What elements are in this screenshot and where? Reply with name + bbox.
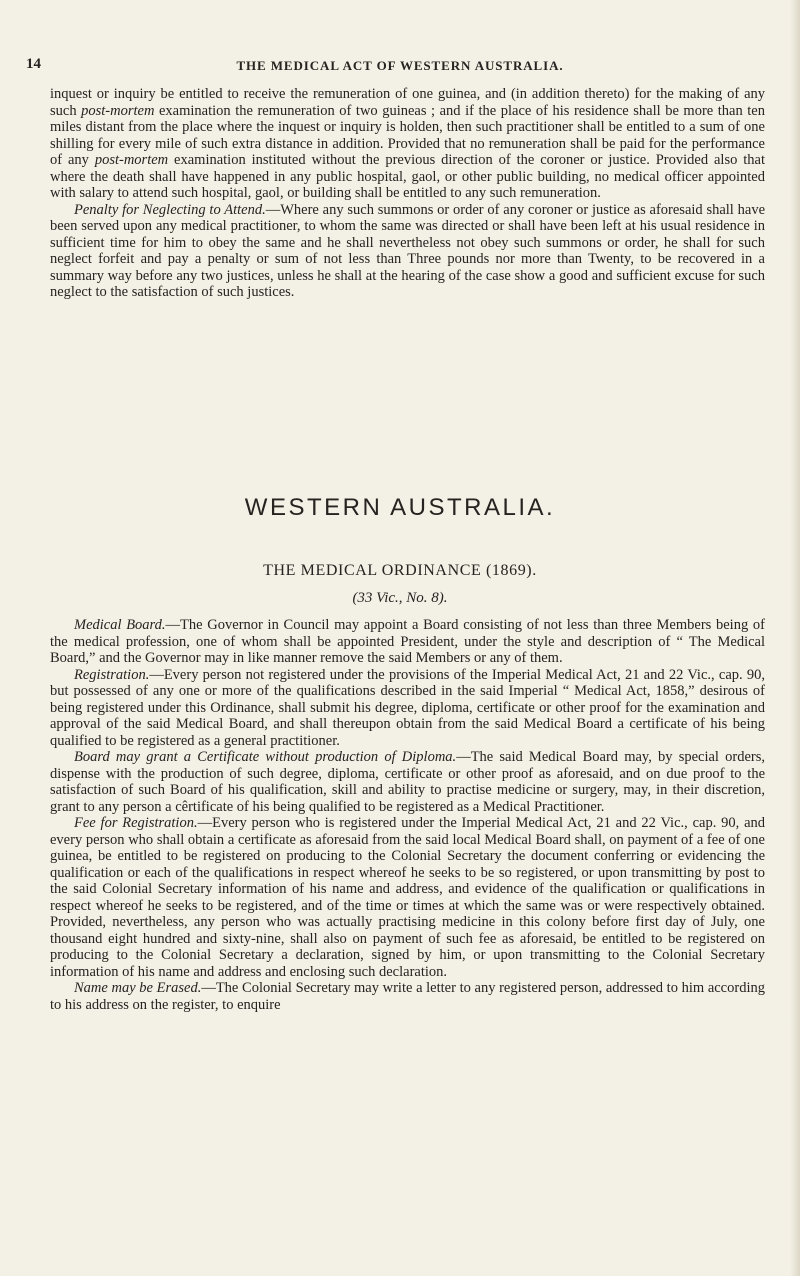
erased-heading: Name may be Erased. [74,980,202,996]
registration-heading: Registration. [74,666,150,683]
ordinance-reference: (33 Vic., No. 8). [352,590,448,606]
fee-heading: Fee for Registration. [74,815,198,831]
page-edge-shadow [790,0,800,1276]
continuation-text [50,86,765,301]
fee-paragraph: Fee for Registration.—Every person who is registered under the Imperial Medical Act, 21 and 22 Vic., cap. 90, and every person who shall obtain a certificate as aforesaid from the said local Medical Board shall, on payment of a fee of one guinea, be entitled to be registered on producing to the Colonial Secretary the document conferring or evidencing the qualification or each of the qualifications in respect whereof he seeks to be so registered, or upon transmitting by post to the said Colonial Secretary information of his name and address, and evidence of the qualification or qualifications in respect whereof he seeks to be registered, and of the time or times at which the same was or were respectively obtained. Provided, nevertheless, any person who was actually practising medicine in this colony before first day of July, one thousand eight hundred and sixty-nine, shall also on payment of such fee as aforesaid, be entitled to be registered on producing to the Colonial Secretary a declaration, signed by him, or upon transmitting to the Colonial Secretary information of his name and address and enclosing such declaration. [50,815,766,980]
page-number: 14 [26,56,41,72]
penalty-heading: Penalty for Neglecting to Attend. [74,201,266,218]
penalty-paragraph: Penalty for Neglecting to Attend.—Where any such summons or order of any coroner or justice as aforesaid shall have been served upon any medical practitioner, to whom the same was directed or shall have been left at his usual residence in sufficient time for him to obey the same and he shall nevertheless not obey such summons or order, he shall for such neglect forfeit and pay a penalty or sum of not less than Three pounds nor more than Twenty, to be recovered in a summary way before any two justices, unless he shall at the hearing of the case show a good and sufficient excuse for such neglect to the satisfaction of such justices. [50,201,766,300]
ordinance-text [50,617,765,1013]
remuneration-paragraph: inquest or inquiry be entitled to receive the remuneration of one guinea, and (in addition thereto) for the making of any such post-mortem examination the remuneration of two guineas ; and if the place of his residence shall be more than ten miles distant from the place where the inquest or inquiry is holden, then such practitioner shall be entitled to a sum of one shilling for every mile of such extra distance in addition. Provided that no remuneration shall be paid for the performance of any post-mortem examination instituted without the previous direction of the coroner or justice. Provided also that where the death shall have happened in any public hospital, gaol, or other public building, no medical officer appointed with salary to attend such hospital, gaol, or building shall be entitled to any such remuneration. [50,86,765,201]
running-head: THE MEDICAL ACT OF WESTERN AUSTRALIA. [236,58,564,73]
erased-paragraph: Name may be Erased.—The Colonial Secretary may write a letter to any registered person, addressed to him according to his address on the register, to enquire [50,980,765,1013]
registration-paragraph: Registration.—Every person not registered under the provisions of the Imperial Medical Act, 21 and 22 Vic., cap. 90, but possessed of any one or more of the qualifications described in the said Imperial “ Medical Act, 1858,” desirous of being registered under this Ordinance, shall submit his degree, diploma, certificate or other proof for the examination and approval of the said Medical Board, and shall thereupon obtain from the said Medical Board a certificate of his being qualified to be registered as a general practitioner. [50,666,765,749]
certificate-heading: Board may grant a Certificate without production of Diploma. [74,749,457,765]
medical-board-paragraph: Medical Board.—The Governor in Council may appoint a Board consisting of not less than three Members being of the medical profession, one of whom shall be appointed President, under the style and description of “ The Medical Board,” and the Governor may in like manner remove the said Members or any of them. [50,617,765,666]
certificate-paragraph: Board may grant a Certificate without production of Diploma.—The said Medical Board may, by special orders, dispense with the production of such degree, diploma, certificate or other proof as aforesaid, and on due proof to the satisfaction of such Board of his qualification, skill and ability to practise medicine or surgery, may, in their discretion, grant to any person a cêrtificate of his being qualified to be registered as a Medical Practitioner. [50,749,765,815]
section-title: WESTERN AUSTRALIA. [244,494,556,521]
medical-board-heading: Medical Board. [74,617,166,633]
ordinance-title: THE MEDICAL ORDINANCE (1869). [263,562,537,579]
